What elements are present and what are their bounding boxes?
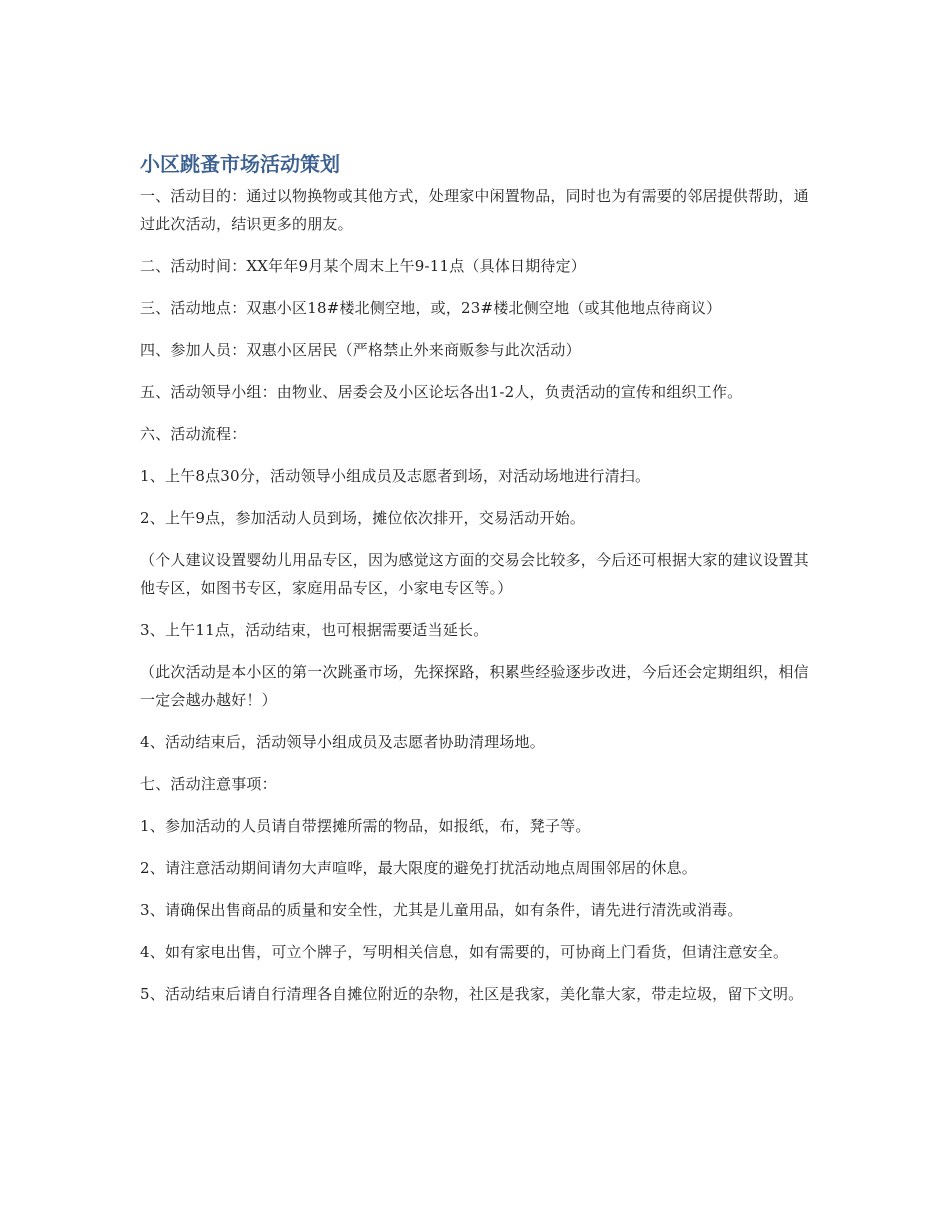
paragraph-notes-heading: 七、活动注意事项： [140, 775, 277, 793]
paragraph-note-5: 5、活动结束后请自行清理各自摊位附近的杂物，社区是我家，美化靠大家，带走垃圾，留下文明。 [140, 985, 804, 1003]
paragraph-note-4: 4、如有家电出售，可立个牌子，写明相关信息，如有需要的，可协商上门看货，但请注意安全。 [140, 943, 789, 961]
paragraph-note-1: 1、参加活动的人员请自带摆摊所需的物品，如报纸，布，凳子等。 [140, 817, 591, 835]
paragraph-process-heading: 六、活动流程： [140, 425, 247, 443]
paragraph-time: 二、活动时间：XX年年9月某个周末上午9-11点（具体日期待定） [140, 257, 587, 275]
paragraph-process-step-4: 4、活动结束后，活动领导小组成员及志愿者协助清理场地。 [140, 733, 545, 751]
paragraph-process-step-2: 2、上午9点，参加活动人员到场，摊位依次排开，交易活动开始。 [140, 509, 586, 527]
paragraph-participants: 四、参加人员：双惠小区居民（严格禁止外来商贩参与此次活动） [140, 341, 581, 359]
paragraph-process-note-1: （个人建议设置婴幼儿用品专区，因为感觉这方面的交易会比较多，今后还可根据大家的建议设置其他专区，如图书专区，家庭用品专区，小家电专区等。） [140, 551, 809, 597]
document-title: 小区跳蚤市场活动策划 [140, 152, 340, 176]
paragraph-process-step-3: 3、上午11点，活动结束，也可根据需要适当延长。 [140, 621, 489, 639]
paragraph-note-2: 2、请注意活动期间请勿大声喧哗，最大限度的避免打扰活动地点周围邻居的休息。 [140, 859, 697, 877]
paragraph-process-step-1: 1、上午8点30分，活动领导小组成员及志愿者到场，对活动场地进行清扫。 [140, 467, 651, 485]
paragraph-note-3: 3、请确保出售商品的质量和安全性，尤其是儿童用品，如有条件，请先进行清洗或消毒。 [140, 901, 743, 919]
paragraph-purpose: 一、活动目的：通过以物换物或其他方式，处理家中闲置物品，同时也为有需要的邻居提供帮助，通过此次活动，结识更多的朋友。 [140, 187, 809, 233]
document-page [140, 148, 812, 1022]
paragraph-leadership: 五、活动领导小组：由物业、居委会及小区论坛各出1-2人，负责活动的宣传和组织工作。 [140, 383, 743, 401]
paragraph-location: 三、活动地点：双惠小区18#楼北侧空地，或，23#楼北侧空地（或其他地点待商议） [140, 299, 722, 317]
paragraph-process-note-2: （此次活动是本小区的第一次跳蚤市场，先探探路，积累些经验逐步改进，今后还会定期组织，相信一定会越办越好！） [140, 663, 809, 709]
